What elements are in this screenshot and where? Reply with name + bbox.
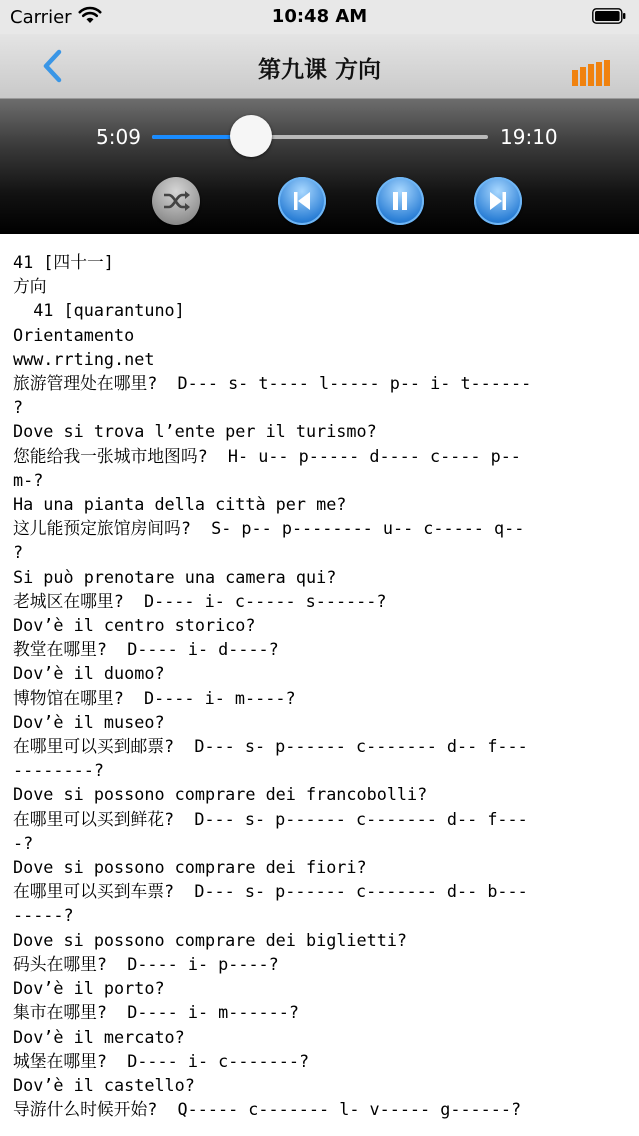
previous-button[interactable] [278,177,326,225]
slider-thumb[interactable] [230,115,272,157]
text-line: -----? [13,905,74,926]
previous-icon [278,177,326,225]
progress-slider[interactable] [152,135,488,139]
text-line: Dove si possono comprare dei francobolli? [13,784,428,805]
text-line: 旅游管理处在哪里? D--- s- t---- l----- p-- i- t------ [13,373,532,394]
text-line: 码头在哪里? D---- i- p----? [13,953,279,974]
text-line: Si può prenotare una camera qui? [13,566,337,587]
text-line: 您能给我一张城市地图吗? H- u-- p----- d---- c---- p-- [13,445,521,466]
text-line: 在哪里可以买到鲜花? D--- s- p------ c------- d-- f--- [13,808,528,829]
text-line: 老城区在哪里? D---- i- c----- s------? [13,590,387,611]
page-title: 第九课 方向 [257,57,381,83]
text-line: Dove si trova l’ente per il turismo? [13,421,377,442]
text-line: m-? [13,469,44,490]
text-line: 集市在哪里? D---- i- m------? [13,1002,299,1023]
lesson-text [13,250,633,1121]
navigation-bar [0,34,639,99]
text-line: -? [13,832,34,853]
text-line: 城堡在哪里? D---- i- c-------? [13,1050,310,1071]
text-line: Dove si possono comprare dei biglietti? [13,929,408,950]
current-time: 5:09 [96,125,141,149]
text-line: ? [13,542,24,563]
text-line: 在哪里可以买到车票? D--- s- p------ c------- d-- b--- [13,881,528,902]
pause-icon [376,177,424,225]
text-line: Orientamento [13,324,135,345]
shuffle-icon [152,177,200,225]
text-line: 这儿能预定旅馆房间吗? S- p-- p-------- u-- c----- q-- [13,518,525,539]
next-button[interactable] [474,177,522,225]
text-line: Dov’è il castello? [13,1074,195,1095]
text-line: 方向 [13,276,47,297]
status-bar [0,0,639,34]
pause-button[interactable] [376,177,424,225]
text-line: Dov’è il mercato? [13,1026,185,1047]
text-line: Dove si possono comprare dei fiori? [13,857,367,878]
text-line: 教堂在哪里? D---- i- d----? [13,639,279,660]
text-line: 在哪里可以买到邮票? D--- s- p------ c------- d-- f--- [13,736,528,757]
text-line: 导游什么时候开始? Q----- c------- l- v----- g------? [13,1099,522,1120]
text-line: Ha una pianta della città per me? [13,494,347,515]
next-icon [474,177,522,225]
text-line: www.rrting.net [13,348,155,369]
battery-icon [592,8,626,24]
text-line: Dov’è il porto? [13,978,165,999]
audio-player [0,99,639,234]
text-line: Dov’è il duomo? [13,663,165,684]
text-line: 41 [quarantuno] [13,300,185,321]
text-line: --------? [13,760,104,781]
clock: 10:48 AM [271,6,368,27]
audio-bars-icon[interactable] [572,60,610,86]
text-line: 博物馆在哪里? D---- i- m----? [13,687,296,708]
text-line: Dov’è il centro storico? [13,615,256,636]
text-line: ? [13,397,24,418]
shuffle-button[interactable] [152,177,200,225]
text-line: 41 [四十一] [13,252,114,272]
text-line: Dov’è il museo? [13,711,165,732]
carrier-label: Carrier [10,7,72,28]
total-time: 19:10 [500,125,558,149]
